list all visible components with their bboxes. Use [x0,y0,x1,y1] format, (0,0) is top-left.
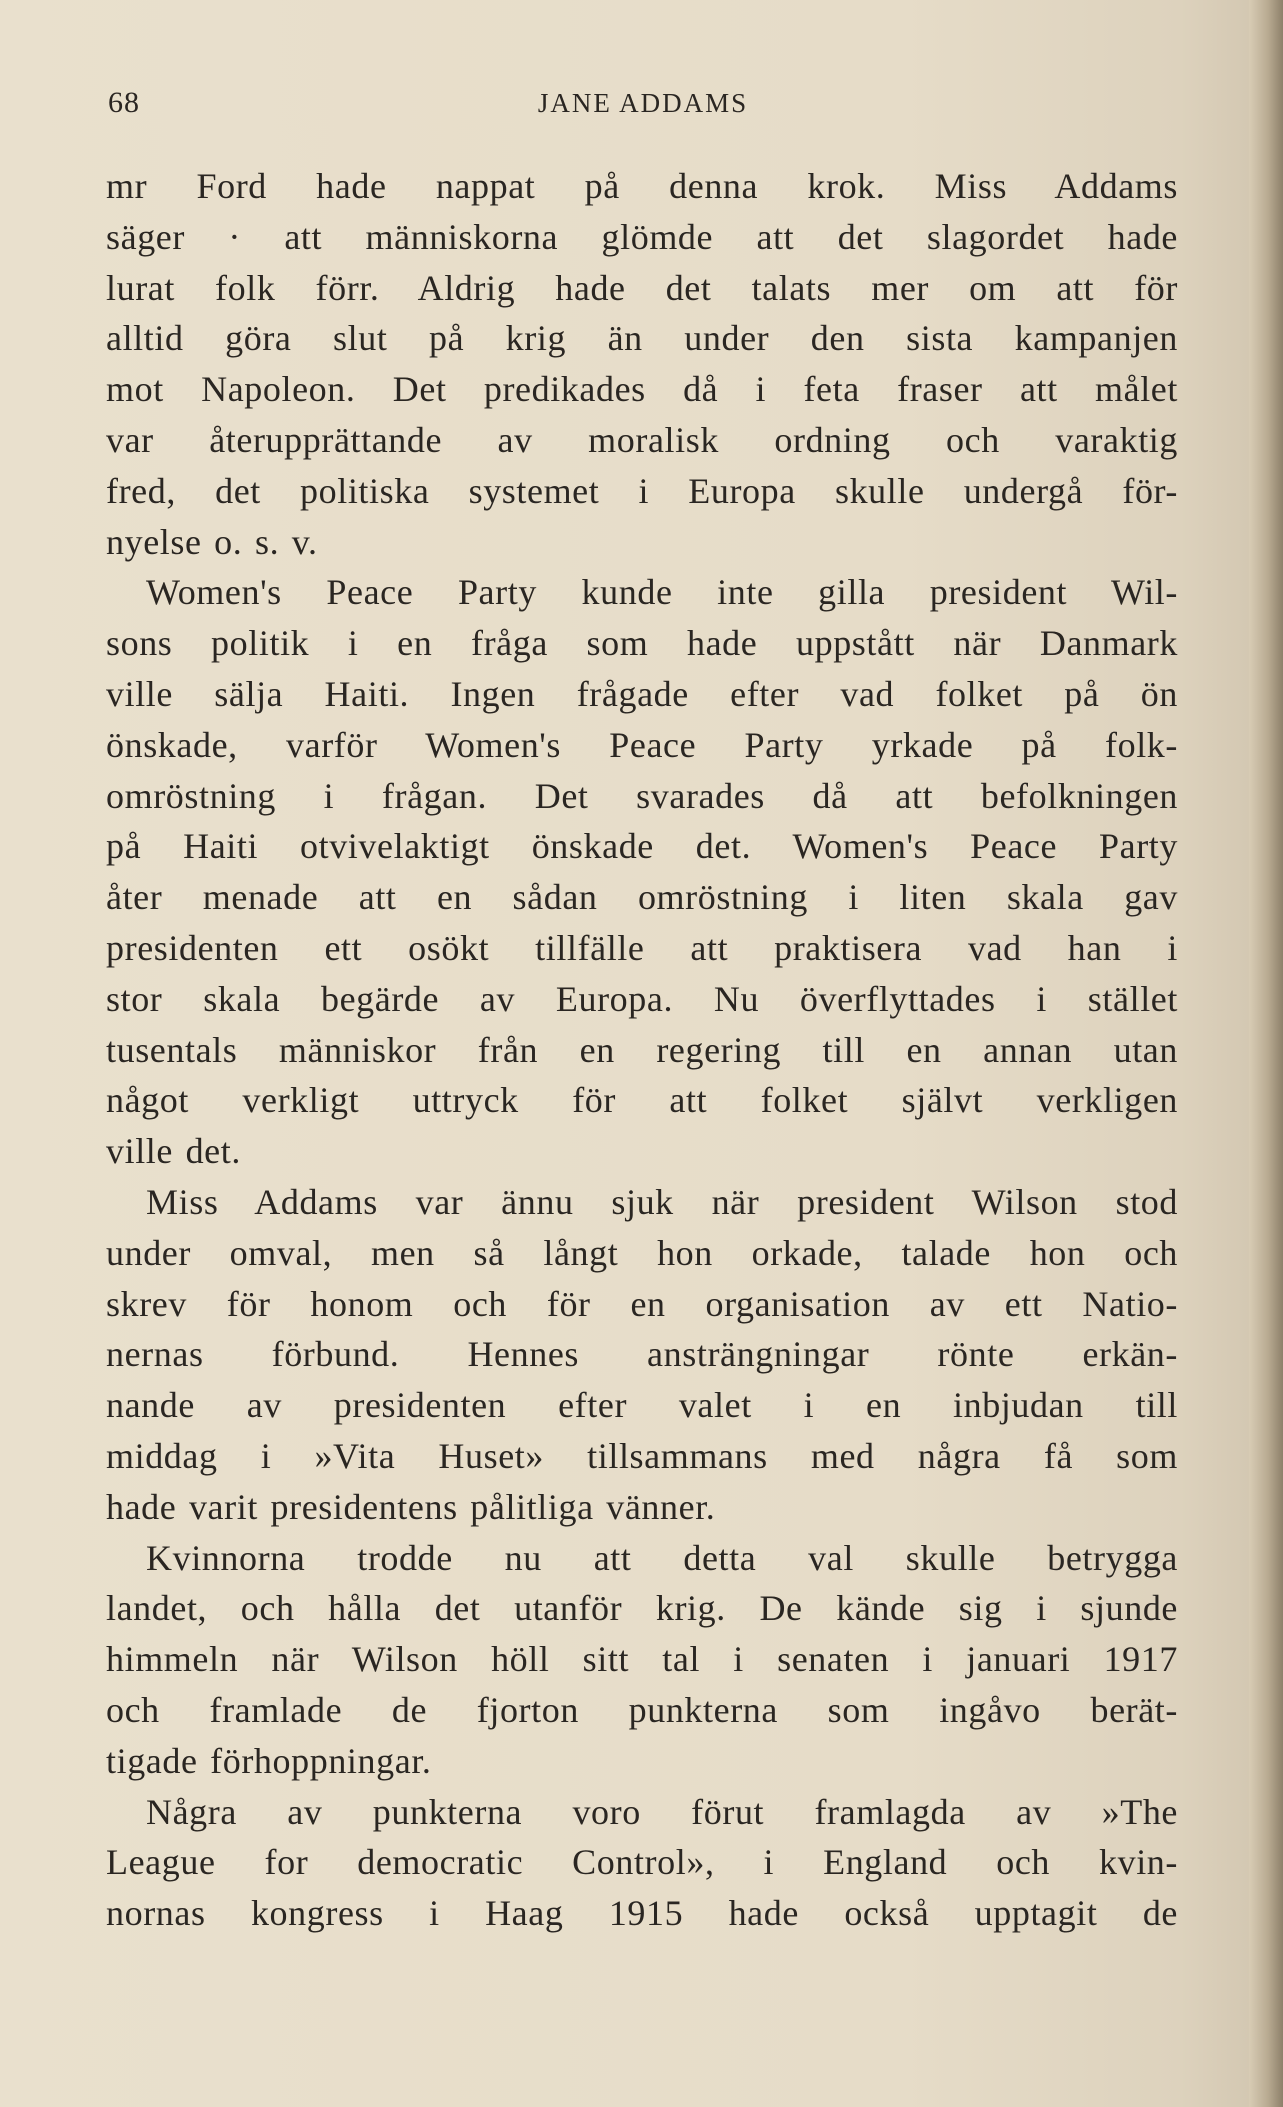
page-header [108,86,1178,132]
text-line: fred, det politiska systemet i Europa skulle undergå för- [106,470,1178,511]
text-line: åter menade att en sådan omröstning i liten skala gav [106,877,1178,918]
body-text [106,161,1178,1939]
text-line: landet, och hålla det utanför krig. De kände sig i sjunde [106,1588,1178,1629]
text-line: nornas kongress i Haag 1915 hade också upptagit de [106,1893,1178,1934]
page-number: 68 [108,86,140,119]
text-line: tusentals människor från en regering till en annan utan [106,1029,1178,1070]
paragraph-first-line: Några av punkterna voro förut framlagda av »The [146,1791,1178,1832]
text-line: nande av presidenten efter valet i en inbjudan till [106,1385,1178,1426]
text-line: säger · att människorna glömde att det slagordet hade [106,216,1178,257]
text-line: stor skala begärde av Europa. Nu överflyttades i stället [106,978,1178,1019]
text-line: alltid göra slut på krig än under den sista kampanjen [106,318,1178,359]
paragraph-first-line: Women's Peace Party kunde inte gilla president Wil- [146,572,1178,613]
text-line: League for democratic Control», i England och kvin- [106,1842,1178,1883]
text-line: mot Napoleon. Det predikades då i feta fraser att målet [106,369,1178,410]
paragraph-first-line: Kvinnorna trodde nu att detta val skulle betrygga [146,1537,1178,1578]
text-line: middag i »Vita Huset» tillsammans med några få som [106,1435,1178,1476]
text-line: nernas förbund. Hennes ansträngningar rönte erkän- [106,1334,1178,1375]
text-line: på Haiti otvivelaktigt önskade det. Women's Peace Party [106,826,1178,867]
text-line: och framlade de fjorton punkterna som ingåvo berät- [106,1689,1178,1730]
text-line: ville sälja Haiti. Ingen frågade efter vad folket på ön [106,673,1178,714]
text-line: sons politik i en fråga som hade uppstått när Danmark [106,623,1178,664]
text-line: ville det. [106,1131,241,1172]
text-line: nyelse o. s. v. [106,521,318,562]
text-line: tigade förhoppningar. [106,1740,432,1781]
text-line: under omval, men så långt hon orkade, talade hon och [106,1232,1178,1273]
text-line: hade varit presidentens pålitliga vänner. [106,1486,716,1527]
text-line: mr Ford hade nappat på denna krok. Miss Addams [106,166,1178,206]
text-line: himmeln när Wilson höll sitt tal i senaten i januari 1917 [106,1639,1178,1680]
text-line: något verkligt uttryck för att folket självt verkligen [106,1080,1178,1121]
paragraph-first-line: Miss Addams var ännu sjuk när president Wilson stod [146,1181,1178,1222]
page-edge-shadow [1249,0,1283,2107]
text-line: önskade, varför Women's Peace Party yrkade på folk- [106,724,1178,765]
text-line: presidenten ett osökt tillfälle att praktisera vad han i [106,927,1178,968]
text-line: omröstning i frågan. Det svarades då att befolkningen [106,775,1178,816]
text-line: var återupprättande av moralisk ordning och varaktig [106,419,1178,460]
running-head: JANE ADDAMS [537,88,749,118]
text-line: skrev för honom och för en organisation av ett Natio- [106,1283,1178,1324]
text-line: lurat folk förr. Aldrig hade det talats mer om att för [106,267,1178,308]
